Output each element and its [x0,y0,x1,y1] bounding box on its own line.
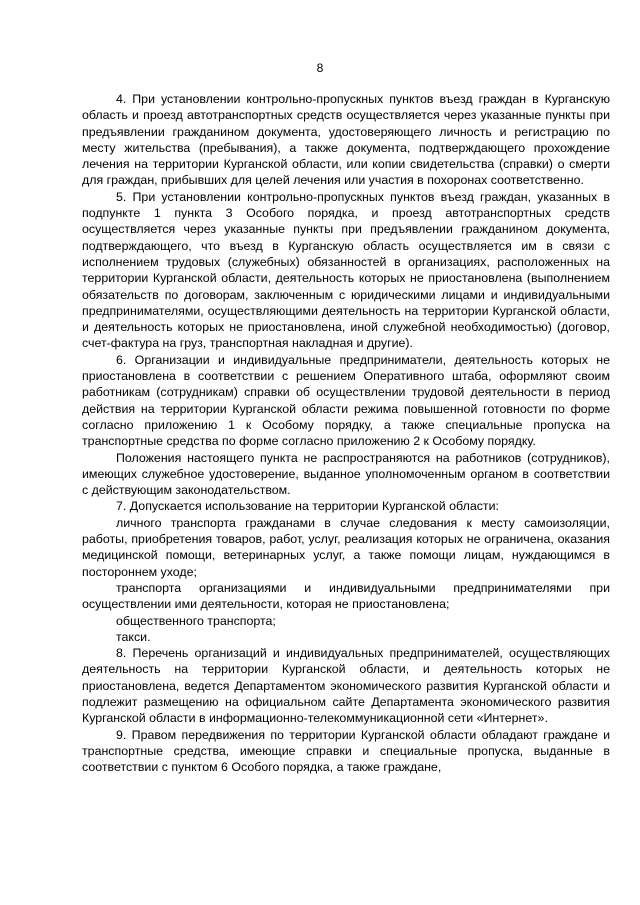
document-body [82,91,610,775]
paragraph-7-item-taxi: такси. [116,629,151,644]
paragraph-4: 4. При установлении контрольно-пропускных пунктов въезд граждан в Курганскую область и проезд автотранспортных средств осуществляется через указанные пункты при предъявлении гражданином документа, удостоверяющего личность и регистрацию по месту жительства (пребывания), а также документа, подтверждающего прохождение лечения на территории Курганской области, или копии свидетельства (справки) о смерти для граждан, прибывших для целей лечения или участия в похоронах соответственно. [82,92,610,188]
paragraph-7-item-organization-transport: транспорта организациями и индивидуальными предпринимателями при осуществлении ими деятельности, которая не приостановлена; [82,580,610,612]
paragraph-6-note: Положения настоящего пункта не распространяются на работников (сотрудников), имеющих служебное удостоверение, выданное уполномоченным органом в соответствии с действующим законодательством. [82,450,610,498]
paragraph-8: 8. Перечень организаций и индивидуальных предпринимателей, осуществляющих деятельность на территории Курганской области, и деятельность которых не приостановлена, ведется Департаментом экономического развития Курганской области и подлежит размещению на официальном сайте Департамента экономического развития Курганской области в информационно-телекоммуникационной сети «Интернет». [82,646,610,726]
paragraph-9: 9. Правом передвижения по территории Курганской области обладают граждане и транспортные средства, имеющие справки и специальные пропуска, выданные в соответствии с пунктом 6 Особого порядка, а также граждане, [82,727,610,775]
paragraph-7: 7. Допускается использование на территории Курганской области: [116,499,499,514]
page-number: 8 [316,61,324,75]
paragraph-7-item-public-transport: общественного транспорта; [116,613,276,628]
paragraph-5: 5. При установлении контрольно-пропускных пунктов въезд граждан, указанных в подпункте 1 пункта 3 Особого порядка, и проезд автотранспортных средств осуществляется через указанные пункты при предъявлении гражданином документа, подтверждающего, что въезд в Курганскую область осуществляется им в связи с исполнением трудовых (служебных) обязанностей в организациях, расположенных на территории Курганской области, деятельность которых не приостановлена (выполнением обязательств по договорам, заключенным с юридическими лицами и индивидуальными предпринимателями, осуществляющими деятельность на территории Курганской области, и деятельность которых не приостановлена, иной служебной необходимостью) (договор, счет-фактура на груз, транспортная накладная и другие). [82,189,610,351]
paragraph-6: 6. Организации и индивидуальные предприниматели, деятельность которых не приостановлена в соответствии с решением Оперативного штаба, оформляют своим работникам (сотрудникам) справки об осуществлении трудовой деятельности в период действия на территории Курганской области режима повышенной готовности по форме согласно приложению 1 к Особому порядку, а также специальные пропуска на транспортные средства по форме согласно приложению 2 к Особому порядку. [82,352,610,449]
paragraph-7-item-personal-transport: личного транспорта гражданами в случае следования к месту самоизоляции, работы, приобретения товаров, работ, услуг, реализация которых не ограничена, оказания медицинской помощи, ветеринарных услуг, а также помощи лицам, нуждающимся в постороннем уходе; [82,515,610,579]
